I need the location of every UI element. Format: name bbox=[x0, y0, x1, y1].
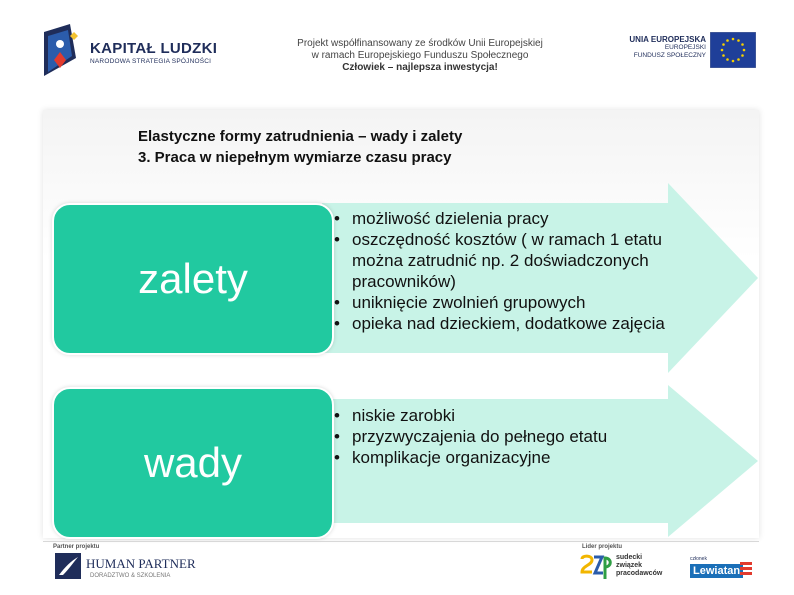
slogan: Człowiek – najlepsza inwestycja! bbox=[342, 62, 498, 73]
list-item-text: opieka nad dzieckiem, dodatkowe zajęcia bbox=[352, 314, 665, 333]
slide-title bbox=[138, 126, 462, 168]
szp-line-3: pracodawców bbox=[616, 570, 663, 577]
szp-line-2: związek bbox=[616, 562, 643, 569]
disadvantages-list bbox=[330, 405, 690, 468]
footer-divider bbox=[43, 541, 759, 542]
list-item-text: uniknięcie zwolnień grupowych bbox=[352, 293, 586, 312]
bullet-icon: • bbox=[334, 314, 340, 333]
list-item bbox=[330, 229, 690, 292]
lewiatan-name: Lewiatan bbox=[690, 564, 743, 578]
bullet-icon: • bbox=[334, 230, 340, 249]
human-partner-logo-icon bbox=[55, 553, 81, 579]
eu-text bbox=[626, 36, 706, 60]
bullet-icon: • bbox=[334, 448, 340, 467]
leader-label: Lider projektu bbox=[582, 544, 623, 550]
advantages-box bbox=[52, 203, 334, 355]
kapital-ludzki-logo-icon bbox=[40, 22, 80, 78]
eu-subtitle-2: FUNDUSZ SPOŁECZNY bbox=[633, 52, 706, 59]
lewiatan-bars-icon bbox=[740, 562, 752, 576]
list-item-text: przyzwyczajenia do pełnego etatu bbox=[352, 427, 608, 446]
disadvantages-box bbox=[52, 387, 334, 539]
slide-title-line-1: Elastyczne formy zatrudnienia – wady i zalety bbox=[138, 128, 463, 145]
list-item-text: niskie zarobki bbox=[352, 406, 455, 425]
header bbox=[0, 0, 794, 95]
list-item bbox=[330, 426, 690, 447]
bullet-icon: • bbox=[334, 427, 340, 446]
list-item bbox=[330, 292, 690, 313]
disadvantages-label: wady bbox=[143, 439, 243, 486]
list-item-text: możliwość dzielenia pracy bbox=[352, 209, 549, 228]
partner-name: HUMAN PARTNER bbox=[86, 556, 196, 571]
szp-logo-icon bbox=[580, 553, 614, 581]
advantages-list bbox=[330, 208, 690, 334]
list-item bbox=[330, 313, 690, 334]
eu-subtitle-1: EUROPEJSKI bbox=[664, 44, 706, 51]
szp-line-1: sudecki bbox=[616, 554, 643, 561]
kapital-ludzki-subtitle: NARODOWA STRATEGIA SPÓJNOŚCI bbox=[90, 58, 212, 65]
list-item bbox=[330, 447, 690, 468]
cofunding-note bbox=[270, 38, 570, 74]
cofunding-line-2: w ramach Europejskiego Funduszu Społecznego bbox=[311, 50, 529, 61]
list-item-text: komplikacje organizacyjne bbox=[352, 448, 551, 467]
eu-title: UNIA EUROPEJSKA bbox=[629, 35, 706, 44]
lewiatan-member-label: członek bbox=[690, 556, 707, 562]
bullet-icon: • bbox=[334, 406, 340, 425]
cofunding-line-1: Projekt współfinansowany ze środków Unii Europejskiej bbox=[297, 38, 543, 49]
advantages-label: zalety bbox=[138, 255, 248, 302]
bullet-icon: • bbox=[334, 209, 340, 228]
slide-title-line-2: 3. Praca w niepełnym wymiarze czasu pracy bbox=[138, 149, 452, 166]
eu-flag-icon bbox=[710, 32, 756, 68]
partner-label: Partner projektu bbox=[53, 544, 100, 550]
list-item bbox=[330, 405, 690, 426]
bullet-icon: • bbox=[334, 293, 340, 312]
list-item-text: oszczędność kosztów ( w ramach 1 etatu można zatrudnić np. 2 doświadczonych pracowników) bbox=[352, 230, 662, 291]
kapital-ludzki-name: KAPITAŁ LUDZKI bbox=[90, 40, 218, 57]
list-item bbox=[330, 208, 690, 229]
partner-subtitle: DORADZTWO & SZKOLENIA bbox=[90, 573, 171, 579]
szp-name bbox=[616, 554, 662, 578]
